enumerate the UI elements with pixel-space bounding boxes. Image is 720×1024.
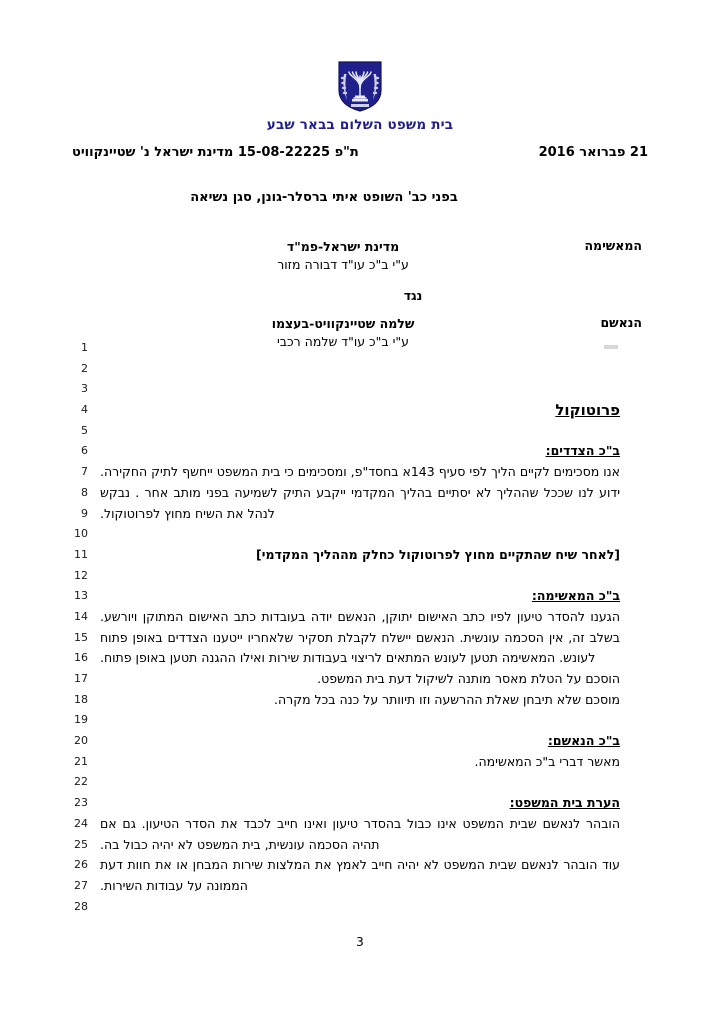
line-number: 24 xyxy=(74,816,88,830)
prosecution-name: מדינת ישראל-פמ"ד xyxy=(286,239,400,254)
body-spacer xyxy=(100,379,620,400)
line-number: 20 xyxy=(74,734,88,748)
line-number: 2 xyxy=(81,361,88,375)
line-number: 12 xyxy=(74,568,88,582)
line-number: 18 xyxy=(74,692,88,706)
line-number: 8 xyxy=(81,485,88,499)
prosecution-role-label: המאשימה xyxy=(584,238,642,253)
line-number: 5 xyxy=(81,423,88,437)
line-number: 7 xyxy=(81,465,88,479)
line-number: 21 xyxy=(74,754,88,768)
section-paragraph: הגענו להסדר טיעון לפיו כתב האישום יתוקן, הנאשם יודה בעובדות כתב האישום המתוקן ויורשע. בשלב זה, אין הסכמה עונשית. הנאשם יישלח לקבלת תסקיר שלאחריו ייטענו הצדדים באופן פתוח לעונש. המאשימה תטען לעונש המתאים לריצוי בעבודות שירות ואילו ההגנה תטען באופן פתוח. xyxy=(100,608,620,666)
line-number: 17 xyxy=(74,672,88,685)
off-record-note: [לאחר שיח שהתקיים מחוץ לפרוטוקול כחלק מההליך המקדמי] xyxy=(256,546,620,562)
page-number: 3 xyxy=(356,935,364,949)
body-spacer xyxy=(100,338,620,359)
line-number: 14 xyxy=(74,609,88,623)
line-number: 16 xyxy=(74,651,88,665)
section-heading-defense-counsel: ב"כ הנאשם: xyxy=(547,733,620,749)
page-title: פרוטוקול xyxy=(555,401,620,420)
section-paragraph: מאשר דברי ב"כ המאשימה. xyxy=(474,753,620,769)
section-paragraph: אנו מסכימים לקיים הליך לפי סעיף 143א בחסד"פ, ומסכימים כי בית המשפט ייחשף לתיק החקירה. ידוע לנו שככל שההליך לא יסתיים בהליך המקדמי ייקבע התיק לשמיעה בפני מותב אחר . נבקש לנהל את השיח מחוץ לפרוטוקול. xyxy=(100,464,620,521)
line-number: 6 xyxy=(81,444,88,458)
body-spacer xyxy=(100,359,620,380)
case-number: ת"פ 15-08-22225 מדינת ישראל נ' שטיינקוויט xyxy=(72,145,359,160)
line-number: 4 xyxy=(81,403,88,417)
line-number: 15 xyxy=(74,630,88,644)
prosecution-block xyxy=(72,238,648,274)
prosecution-details xyxy=(72,238,508,274)
body-spacer xyxy=(100,773,620,794)
line-number: 22 xyxy=(74,775,88,789)
line-number: 13 xyxy=(74,589,88,603)
section-heading-prosecution-counsel: ב"כ המאשימה: xyxy=(531,588,620,604)
line-number: 25 xyxy=(74,837,88,851)
line-number: 26 xyxy=(74,858,88,872)
parties-block xyxy=(72,238,648,354)
body-spacer xyxy=(100,524,620,545)
section-paragraph: הובהר לנאשם שבית המשפט אינו כבול בהסדר טיעון ואינו חייב לכבד את הסדר הטיעון. גם אם תהיה הסכמה עונשית, בית המשפט לא יהיה כבול בה. xyxy=(100,815,620,852)
line-number: 19 xyxy=(74,713,88,727)
section-paragraph: עוד הובהר לנאשם שבית המשפט לא יהיה חייב לאמץ את המלצות שירות המבחן או את חוות דעת הממונה על עבודות השירות. xyxy=(100,857,620,894)
body-spacer xyxy=(100,566,620,587)
line-number: 28 xyxy=(74,899,88,913)
case-header-row xyxy=(72,145,648,160)
section-heading-parties-counsel: ב"כ הצדדים: xyxy=(545,443,620,459)
section-paragraph: הוסכם על הטלת מאסר מותנה לשיקול דעת בית המשפט. xyxy=(317,671,620,687)
protocol-body xyxy=(100,338,620,897)
hearing-date: 21 פברואר 2016 xyxy=(538,145,648,160)
defendant-name: שלמה שטיינקוויט-בעצמו xyxy=(271,316,415,332)
defendant-role-label: הנאשם xyxy=(600,315,642,331)
section-paragraph: מוסכם שלא תיבחן שאלת ההרשעה וזו תיוותר על כנה בכל מקרה. xyxy=(274,691,620,707)
line-number: 27 xyxy=(74,878,88,892)
line-number: 23 xyxy=(74,796,88,810)
line-number: 3 xyxy=(81,382,88,396)
presiding-judge: בפני כב' השופט איתי ברסלר-גונן, סגן נשיאה xyxy=(190,190,458,205)
versus-label: נגד xyxy=(403,288,423,304)
defendant-representative: ע"י ב"כ עו"ד שלמה רכבי xyxy=(277,334,409,350)
body-spacer xyxy=(100,421,620,442)
line-number: 10 xyxy=(74,527,88,541)
court-name: בית משפט השלום בבאר שבע xyxy=(266,117,454,133)
line-number-gutter xyxy=(58,338,88,917)
prosecution-representative: ע"י ב"כ עו"ד דבורה מזור xyxy=(277,257,409,273)
emblem-container xyxy=(0,60,720,116)
line-number: 11 xyxy=(74,547,88,561)
body-spacer xyxy=(100,711,620,732)
line-number: 9 xyxy=(81,506,88,520)
line-number: 1 xyxy=(81,341,88,354)
section-heading-court-remark: הערת בית המשפט: xyxy=(509,795,620,811)
israel-state-emblem-icon xyxy=(337,60,383,112)
